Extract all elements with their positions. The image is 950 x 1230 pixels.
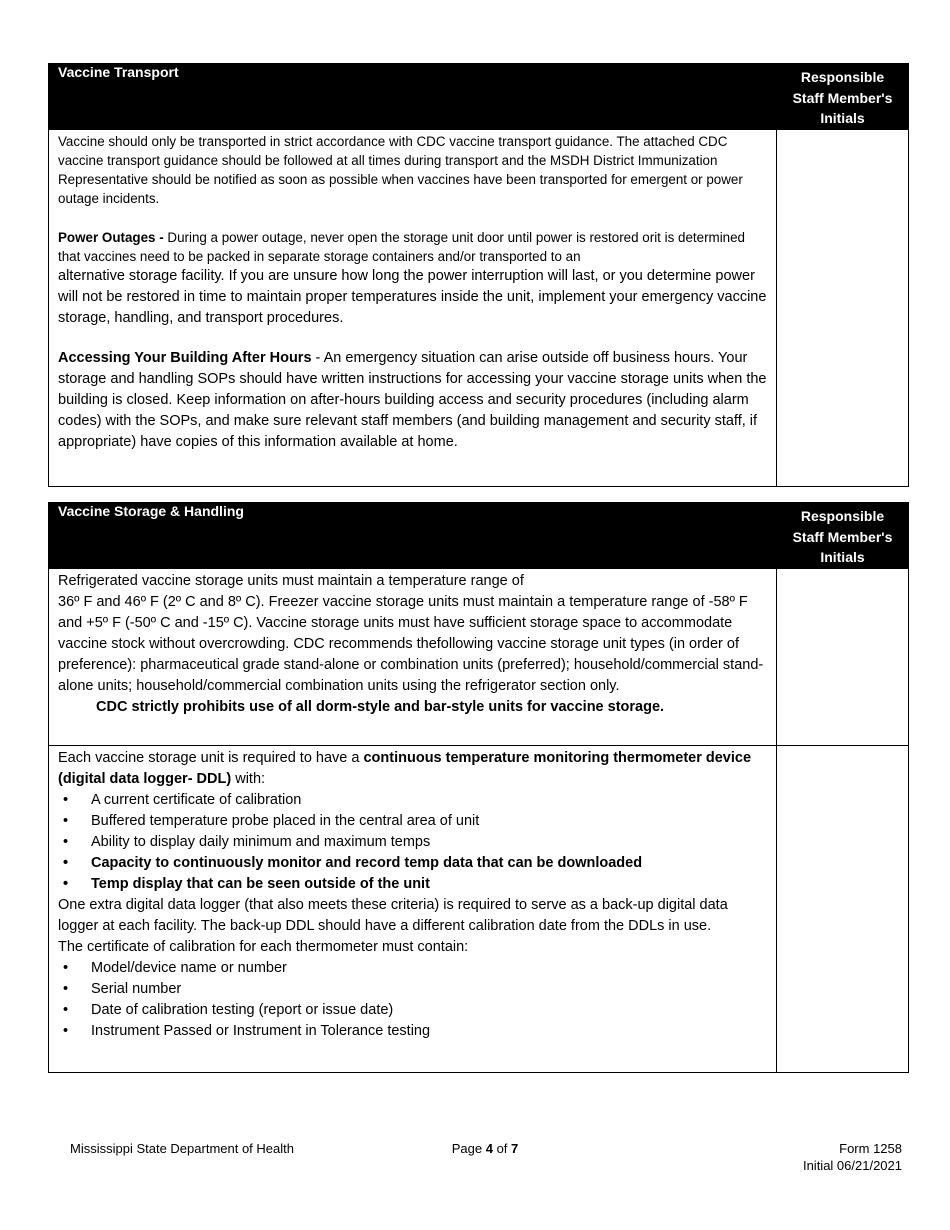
- footer-org: Mississippi State Department of Health: [70, 1141, 294, 1156]
- storage-temp-text: 36º F and 46º F (2º C and 8º C). Freezer vaccine storage units must maintain a temperature range of -58º F and +5º F (-50º C and -15º C). Vaccine storage units must have sufficient storage space to accommodate vaccine stock without overcrowding. CDC recommends thefollowing vaccine storage unit types (in order of preference): pharmaceutical grade stand-alone or combination units (preferred); household/commercial stand-alone units; household/commercial combination units using the refrigerator section only.: [58, 593, 764, 694]
- after-hours-title: Accessing Your Building After Hours: [58, 350, 312, 367]
- ddl-content: [49, 745, 777, 1072]
- ddl-requirement: Each vaccine storage unit is required to have a continuous temperature monitoring thermometer device (digital data logger- DDL) with:: [58, 749, 752, 787]
- certificate-requirements-list: [58, 958, 768, 1042]
- certificate-list-item: • Model/device name or number: [58, 958, 768, 979]
- storage-temp-line1: Refrigerated vaccine storage units must maintain a temperature range of: [58, 572, 524, 589]
- power-outages-paragraph: Power Outages - During a power outage, never open the storage unit door until power is restored orit is determined that vaccines need to be packed in separate storage containers and/or transported to an: [58, 229, 746, 264]
- ddl-requirements-list: [58, 790, 768, 895]
- transport-content: [49, 129, 777, 486]
- storage-initials-cell-1[interactable]: [777, 568, 909, 745]
- power-outages-title: Power Outages -: [58, 229, 164, 245]
- footer-form-info: [803, 1140, 902, 1174]
- after-hours-paragraph: Accessing Your Building After Hours - An emergency situation can arise outside off business hours. Your storage and handling SOPs should have written instructions for accessing your vaccine storage units when the building is closed. Keep information on after-hours building access and security procedures (including alarm codes) with the SOPs, and make sure relevant staff members (and building management and security staff, if appropriate) have copies of this information available at home.: [58, 350, 767, 451]
- ddl-list-item: • A current certificate of calibration: [58, 790, 768, 811]
- transport-initials-cell[interactable]: [777, 129, 909, 486]
- certificate-intro: The certificate of calibration for each thermometer must contain:: [58, 938, 469, 955]
- transport-header: Vaccine Transport: [49, 64, 777, 130]
- vaccine-transport-table: [48, 63, 909, 487]
- vaccine-storage-table: [48, 502, 909, 1073]
- ddl-list-item: • Ability to display daily minimum and maximum temps: [58, 832, 768, 853]
- backup-ddl-text: One extra digital data logger (that also meets these criteria) is required to serve as a back-up digital data logger at each facility. The back-up DDL should have a different calibration date from the DDLs in use.: [58, 896, 728, 934]
- storage-header: Vaccine Storage & Handling: [49, 503, 777, 569]
- power-outages-continued: alternative storage facility. If you are unsure how long the power interruption will last, or you determine power will not be restored in time to maintain proper temperatures inside the unit, implement your emergency vaccine storage, handling, and transport procedures.: [58, 268, 767, 327]
- certificate-list-item: • Serial number: [58, 979, 768, 1000]
- storage-initials-cell-2[interactable]: [777, 745, 909, 1072]
- ddl-list-item: • Capacity to continuously monitor and record temp data that can be downloaded: [58, 853, 768, 874]
- dorm-style-prohibition: CDC strictly prohibits use of all dorm-style and bar-style units for vaccine storage.: [96, 698, 665, 715]
- certificate-list-item: • Date of calibration testing (report or issue date): [58, 1000, 768, 1021]
- ddl-list-item: • Buffered temperature probe placed in the central area of unit: [58, 811, 768, 832]
- footer-form-number: Form 1258: [839, 1141, 902, 1156]
- storage-initials-header: Responsible Staff Member's Initials: [777, 503, 909, 569]
- footer-page-number: Page 4 of 7: [451, 1141, 519, 1156]
- storage-temperature-content: [49, 568, 777, 745]
- transport-intro: Vaccine should only be transported in strict accordance with CDC vaccine transport guidance. The attached CDC vaccine transport guidance should be followed at all times during transport and the MSDH District Immunization Representative should be notified as soon as possible when vaccines have been transported for emergent or power outage incidents.: [58, 133, 743, 207]
- ddl-list-item: • Temp display that can be seen outside of the unit: [58, 874, 768, 895]
- transport-initials-header: Responsible Staff Member's Initials: [777, 64, 909, 130]
- certificate-list-item: • Instrument Passed or Instrument in Tolerance testing: [58, 1021, 768, 1042]
- footer-initial-date: Initial 06/21/2021: [802, 1158, 902, 1173]
